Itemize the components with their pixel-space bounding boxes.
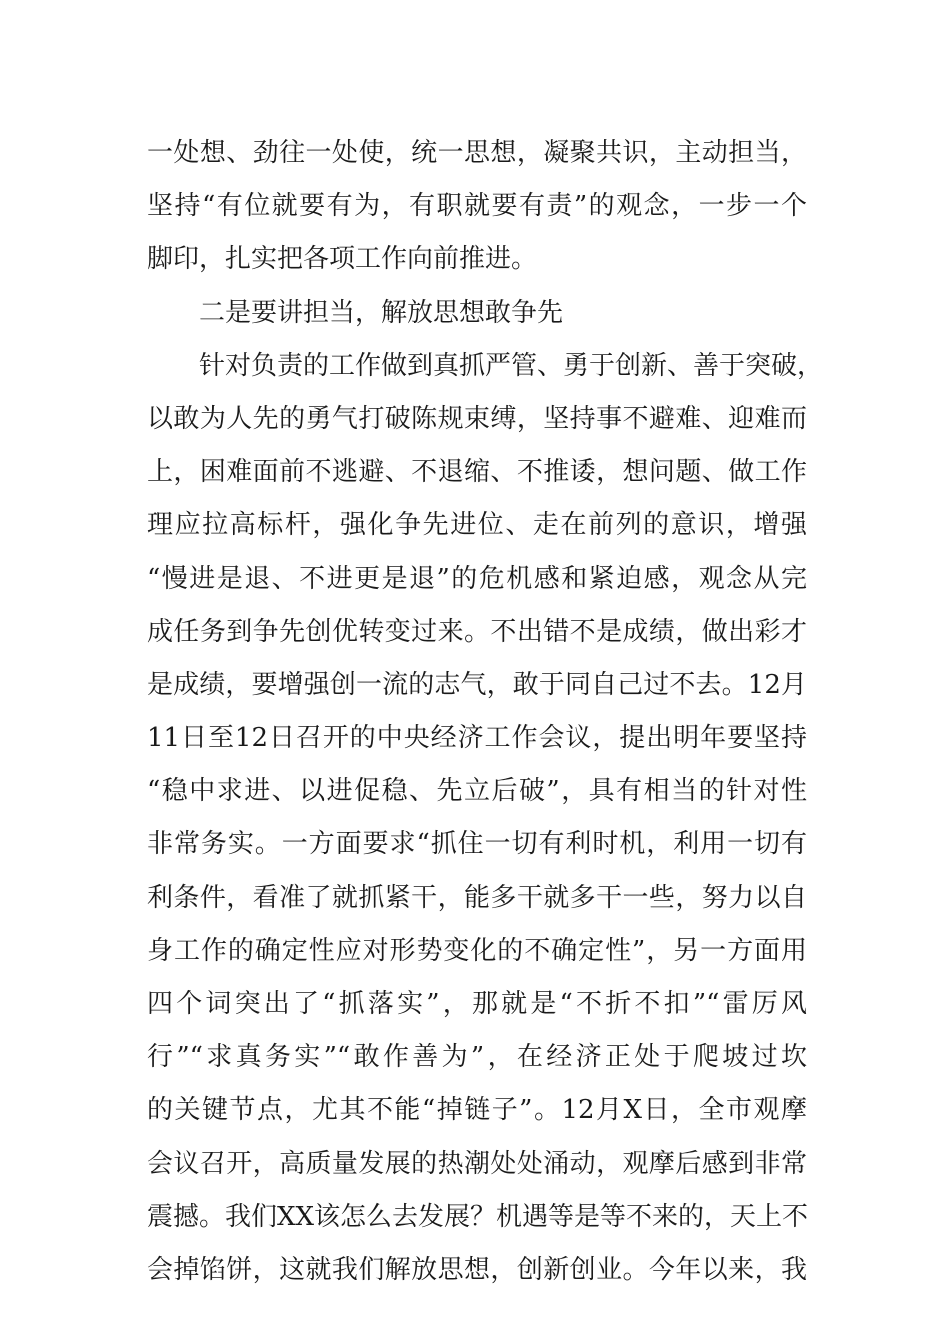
text-line: 成任务到争先创优转变过来。不出错不是成绩，做出彩才 (147, 616, 807, 647)
text-line: 震撼。我们XX该怎么去发展？机遇等是等不来的，天上不 (147, 1201, 809, 1232)
section-heading: 二是要讲担当，解放思想敢争先 (199, 297, 564, 328)
text-line: 利条件，看准了就抓紧干，能多干就多干一些，努力以自 (147, 882, 807, 913)
text-line: “慢进是退、不进更是退”的危机感和紧迫感，观念从完 (147, 563, 807, 594)
text-line: 的关键节点，尤其不能“掉链子”。12月X日，全市观摩 (147, 1095, 807, 1126)
text-line: 会掉馅饼，这就我们解放思想，创新创业。今年以来，我 (147, 1254, 807, 1285)
text-line: 以敢为人先的勇气打破陈规束缚，坚持事不避难、迎难而 (147, 403, 807, 434)
text-line: 行”“求真务实”“敢作善为”，在经济正处于爬坡过坎 (147, 1042, 807, 1073)
text-line: 坚持“有位就要有为，有职就要有责”的观念，一步一个 (147, 191, 807, 222)
text-line: 脚印，扎实把各项工作向前推进。 (147, 244, 538, 275)
text-line: 是成绩，要增强创一流的志气，敢于同自己过不去。12月 (147, 669, 807, 700)
text-line: 针对负责的工作做到真抓严管、勇于创新、善于突破， (199, 350, 824, 381)
text-line: 11日至12日召开的中央经济工作会议，提出明年要坚持 (147, 723, 807, 754)
text-line: 上，困难面前不逃避、不退缩、不推诿，想问题、做工作 (147, 457, 807, 488)
text-line: 身工作的确定性应对形势变化的不确定性”，另一方面用 (147, 935, 807, 966)
text-line: 一处想、劲往一处使，统一思想，凝聚共识，主动担当， (147, 138, 807, 168)
text-line: 四个词突出了“抓落实”，那就是“不折不扣”“雷厉风 (147, 989, 807, 1019)
text-line: 理应拉高标杆，强化争先进位、走在前列的意识，增强 (147, 510, 807, 541)
text-line: “稳中求进、以进促稳、先立后破”，具有相当的针对性 (147, 776, 807, 807)
text-line: 非常务实。一方面要求“抓住一切有利时机，利用一切有 (147, 829, 807, 860)
document-body (147, 127, 824, 1297)
text-line: 会议召开，高质量发展的热潮处处涌动，观摩后感到非常 (147, 1148, 807, 1179)
